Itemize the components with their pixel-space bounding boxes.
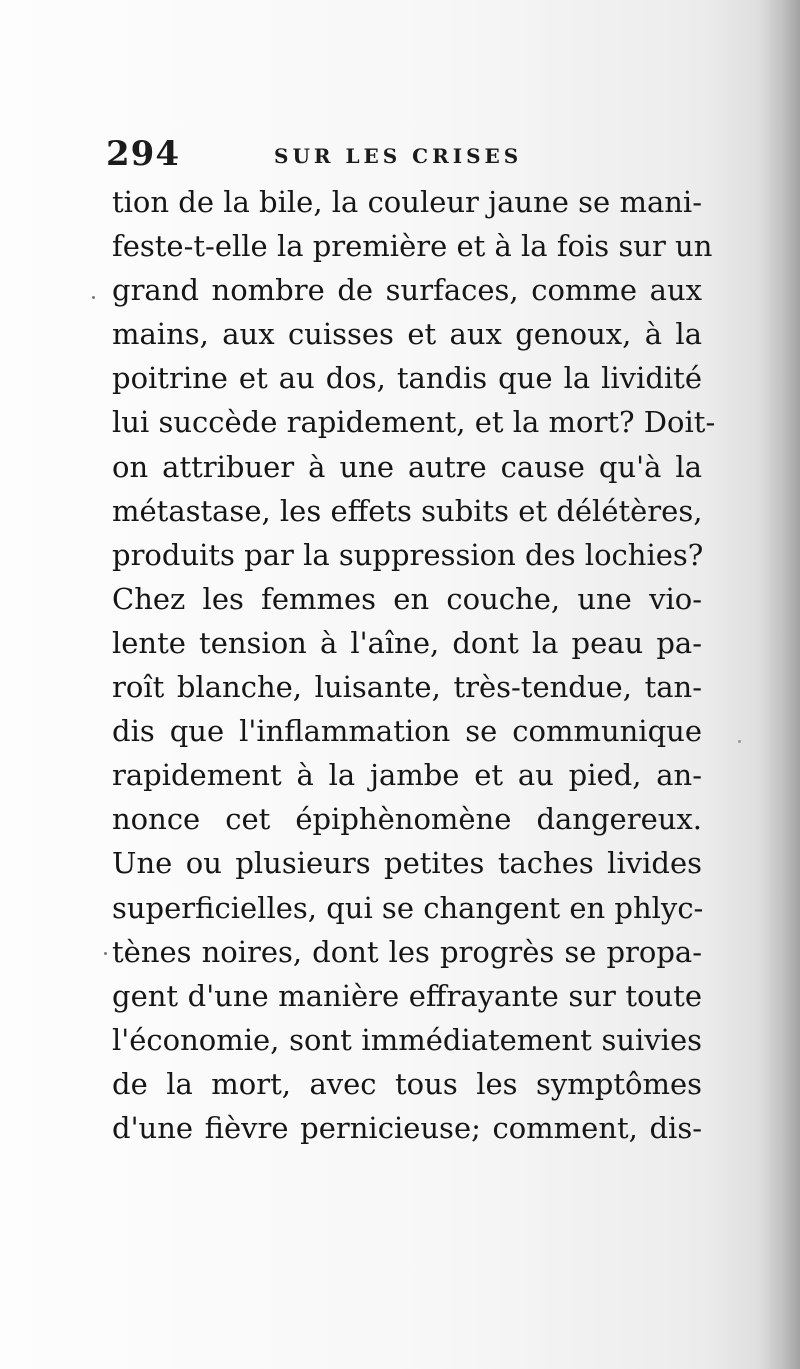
text-line: de la mort, avec tous les symptômes [112, 1066, 702, 1101]
text-line: dis que l'inflammation se communique [112, 714, 702, 749]
running-head: SUR LES CRISES [274, 144, 523, 168]
text-line: tènes noires, dont les progrès se propa- [112, 934, 702, 969]
text-line: on attribuer à une autre cause qu'à la [112, 449, 702, 484]
paper-speck [92, 296, 95, 299]
text-line: l'économie, sont immédiatement suivies [112, 1022, 702, 1057]
page-number: 294 [106, 134, 180, 174]
page-edge-shadow [758, 0, 800, 1369]
text-line: lente tension à l'aîne, dont la peau pa- [112, 625, 702, 660]
page-header [106, 128, 706, 176]
text-line: mains, aux cuisses et aux genoux, à la [112, 317, 702, 352]
text-line: lui succède rapidement, et la mort? Doit- [112, 405, 716, 440]
text-line: feste-t-elle la première et à la fois sur un [112, 229, 713, 264]
text-line: Chez les femmes en couche, une vio- [112, 581, 702, 616]
text-line: d'une fièvre pernicieuse; comment, dis- [112, 1110, 702, 1145]
text-line: roît blanche, luisante, très-tendue, tan- [112, 670, 702, 705]
body-text [112, 180, 716, 1150]
text-line: Une ou plusieurs petites taches livides [112, 846, 702, 881]
text-line: nonce cet épiphènomène dangereux. [112, 802, 702, 837]
paper-speck [738, 740, 741, 743]
text-line: grand nombre de surfaces, comme aux [112, 273, 702, 308]
text-line: rapidement à la jambe et au pied, an- [112, 758, 702, 793]
text-line: gent d'une manière effrayante sur toute [112, 978, 702, 1013]
text-line: produits par la suppression des lochies? [112, 537, 704, 572]
paper-speck [104, 952, 107, 955]
text-line: superficielles, qui se changent en phlyc- [112, 890, 704, 925]
text-line: métastase, les effets subits et délétères, [112, 493, 703, 528]
text-line: poitrine et au dos, tandis que la lividité [112, 361, 702, 396]
text-line: tion de la bile, la couleur jaune se mani- [112, 185, 702, 219]
